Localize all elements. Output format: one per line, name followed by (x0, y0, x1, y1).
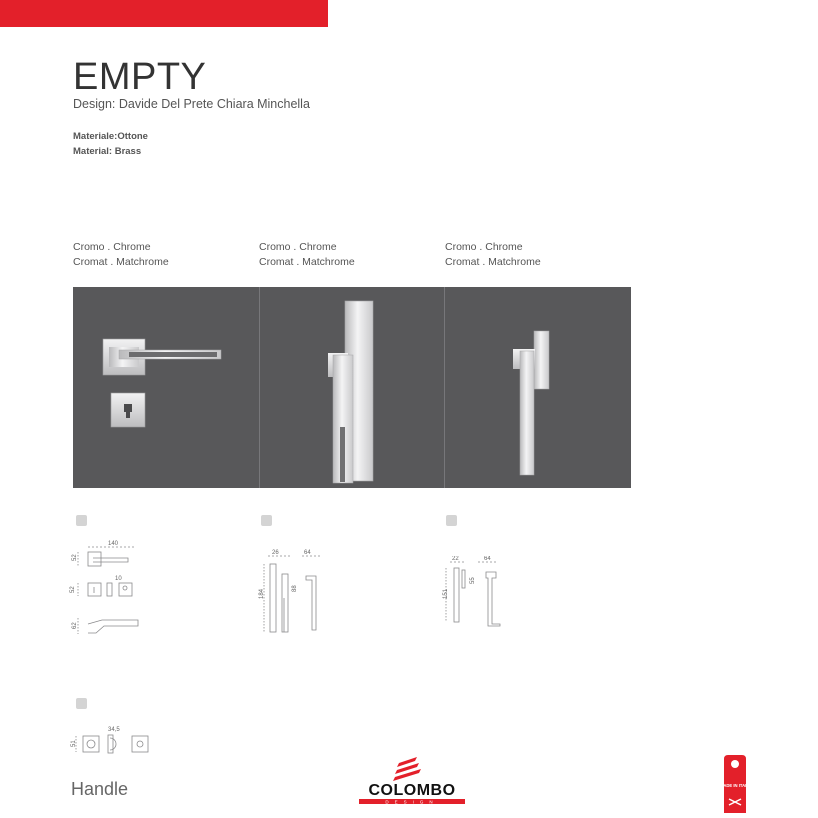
finish-swatch-marker (76, 698, 87, 709)
finish-line-1: Cromo . Chrome (259, 241, 337, 253)
finish-line-2: Cromat . Matchrome (259, 256, 355, 268)
finish-line-1: Cromo . Chrome (73, 241, 151, 253)
finish-swatch-marker (261, 515, 272, 526)
dim-window-1: 26 (272, 550, 279, 556)
dim-small-4: 151 (443, 588, 449, 599)
dim-lever-3: 52 (70, 586, 76, 593)
window-handle-technical-drawing (254, 548, 334, 638)
dim-window-3: 184 (259, 588, 265, 599)
tag-text: MADE IN ITALY (720, 783, 750, 788)
product-photo-strip (73, 287, 631, 488)
finish-label-3 (445, 240, 541, 270)
finish-label-1 (73, 240, 169, 270)
lever-technical-drawing (66, 538, 146, 646)
brand-subline: DESIGN (385, 799, 439, 805)
finish-line-2: Cromat . Matchrome (73, 256, 169, 268)
small-handle-technical-drawing (440, 556, 510, 628)
dim-small-3: 55 (470, 577, 476, 584)
dim-window-2: 64 (304, 550, 311, 556)
material-english: Material: Brass (73, 146, 142, 157)
dim-small-1: 22 (452, 556, 459, 562)
product-title: EMPTY (73, 56, 207, 98)
material-italian: Materiale:Ottone (73, 131, 148, 142)
dim-rosette-2: 51 (71, 740, 77, 747)
dim-small-2: 64 (484, 556, 491, 562)
finish-line-2: Cromat . Matchrome (445, 256, 541, 268)
dim-window-4: 88 (292, 585, 298, 592)
lever-handle-photo (103, 339, 221, 427)
product-photos (73, 287, 631, 488)
category-label: Handle (71, 779, 129, 799)
finish-swatch-marker (76, 515, 87, 526)
dim-lever-4: 10 (115, 576, 122, 582)
finish-line-1: Cromo . Chrome (445, 241, 523, 253)
dim-lever-5: 62 (72, 622, 78, 629)
window-handle-photo (328, 301, 373, 483)
colombo-logo (357, 757, 467, 807)
dim-lever-2: 52 (72, 554, 78, 561)
dim-rosette-1: 34,5 (108, 727, 120, 733)
designer-credit: Design: Davide Del Prete Chiara Minchella (73, 97, 310, 111)
small-handle-photo (513, 331, 549, 475)
made-in-italy-tag (720, 755, 750, 815)
photo-divider (444, 287, 445, 488)
finish-label-2 (259, 240, 355, 270)
photo-divider (259, 287, 260, 488)
finish-swatch-marker (446, 515, 457, 526)
dim-lever-1: 140 (108, 541, 119, 547)
brand-name: COLOMBO (368, 782, 456, 799)
rosette-technical-drawing (66, 722, 156, 756)
accent-bar (0, 0, 328, 27)
